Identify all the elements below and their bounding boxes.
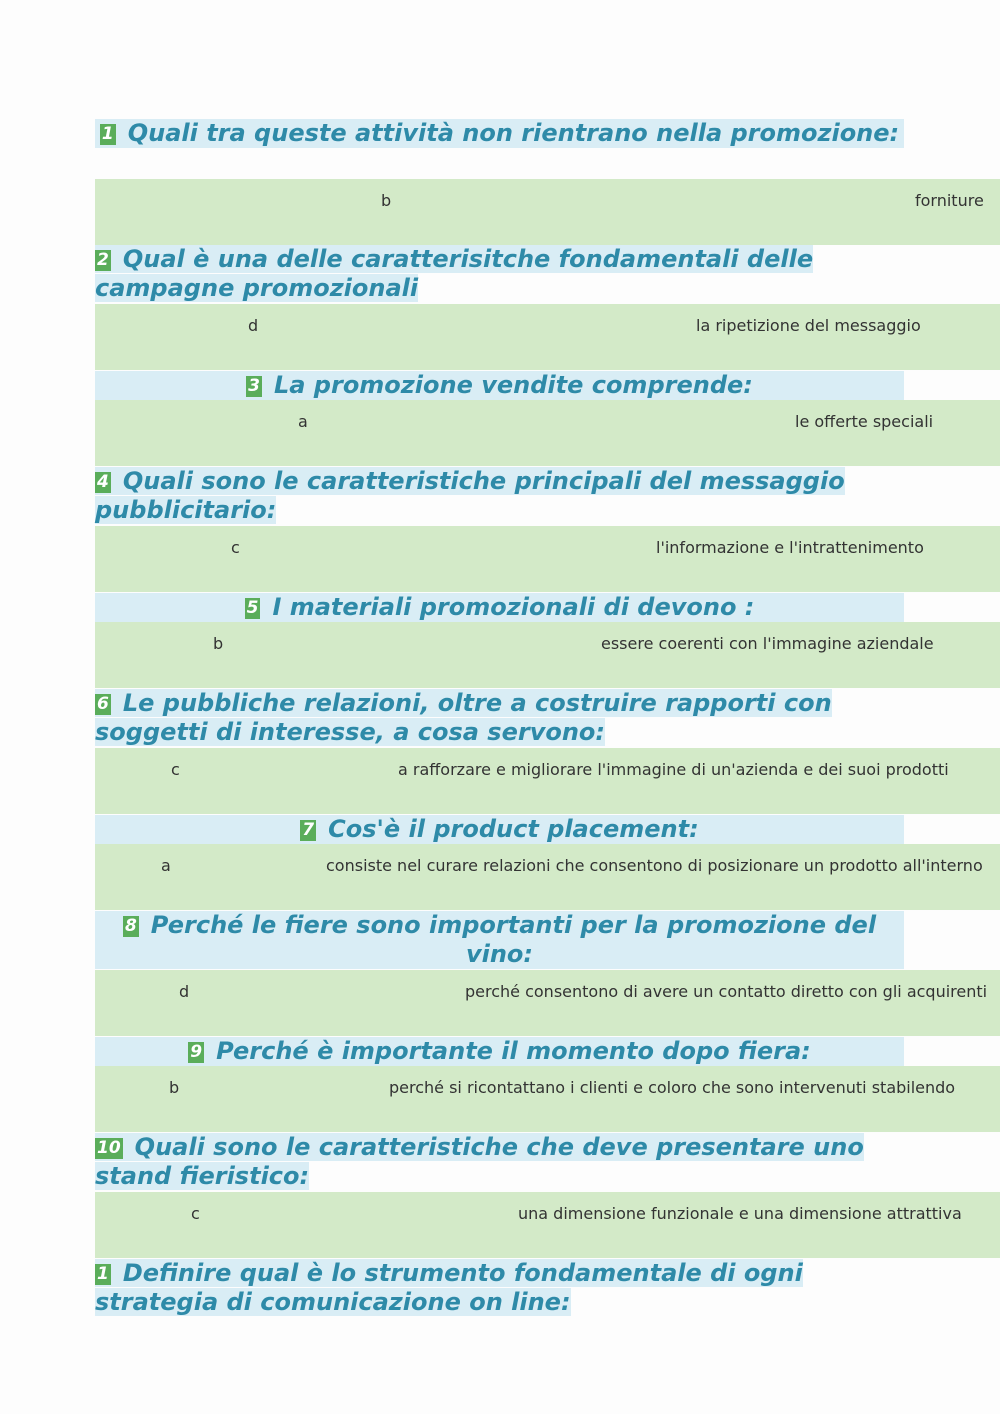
answer-row-1 [95,179,1000,245]
answer-letter: c [171,760,180,779]
answer-text: la ripetizione del messaggio [696,316,921,335]
question-number-badge: 5 [246,598,259,618]
question-10 [95,1133,904,1191]
answer-text: a rafforzare e migliorare l'immagine di un'azienda e dei suoi prodotti [398,760,949,779]
answer-row-10 [95,1192,1000,1258]
question-number-badge: 9 [190,1042,203,1062]
question-text: Qual è una delle caratterisitche fondamentali delle campagne promozionali [95,245,814,302]
answer-letter: a [298,412,308,431]
answer-text: essere coerenti con l'immagine aziendale [601,634,934,653]
question-5 [95,593,904,622]
question-1 [95,119,904,148]
answer-text: consiste nel curare relazioni che consentono di posizionare un prodotto all'interno [326,856,983,875]
answer-letter: d [248,316,259,335]
question-number-badge: 1 [101,124,114,144]
answer-row-4 [95,526,1000,592]
answer-text: perché si ricontattano i clienti e coloro che sono intervenuti stabilendo [389,1078,956,1097]
question-number-badge: 4 [97,472,109,492]
question-text: Quali sono le caratteristiche che deve presentare uno stand fieristico: [95,1133,864,1190]
question-number-badge: 10 [97,1138,121,1158]
answer-text: le offerte speciali [795,412,934,431]
answer-row-3 [95,400,1000,466]
answer-letter: c [231,538,240,557]
question-number-badge: 6 [97,694,109,714]
question-number-badge: 1 [97,1264,109,1284]
answer-row-8 [95,970,1000,1036]
answer-text: perché consentono di avere un contatto diretto con gli acquirenti [465,982,988,1001]
question-3 [95,371,904,400]
question-number-badge: 2 [97,250,109,270]
answer-text: forniture [915,191,984,210]
question-text: La promozione vendite comprende: [273,371,753,399]
answer-row-7 [95,844,1000,910]
answer-row-5 [95,622,1000,688]
answer-text: l'informazione e l'intrattenimento [656,538,924,557]
question-7 [95,815,904,844]
answer-text: una dimensione funzionale e una dimensione attrattiva [518,1204,962,1223]
answer-letter: b [381,191,392,210]
question-text: Perché le fiere sono importanti per la promozione del vino: [150,911,877,968]
question-number-badge: 3 [248,376,260,396]
question-9 [95,1037,904,1066]
answer-letter: a [161,856,171,875]
question-4 [95,467,904,525]
question-number-badge: 8 [124,916,137,936]
answer-row-6 [95,748,1000,814]
question-text: Quali sono le caratteristiche principali del messaggio pubblicitario: [95,467,845,524]
question-number-badge: 7 [302,820,315,840]
question-8 [95,911,904,969]
question-text: Cos'è il product placement: [328,815,699,843]
answer-row-9 [95,1066,1000,1132]
answer-letter: b [213,634,224,653]
question-text: I materiali promozionali di devono : [272,593,755,621]
answer-row-2 [95,304,1000,370]
question-11 [95,1259,904,1317]
question-text: Quali tra queste attività non rientrano nella promozione: [127,119,900,147]
question-6 [95,689,904,747]
answer-letter: b [169,1078,180,1097]
answer-letter: d [179,982,190,1001]
question-text: Perché è importante il momento dopo fiera: [216,1037,811,1065]
question-text: Le pubbliche relazioni, oltre a costruire rapporti con soggetti di interesse, a cosa servono: [95,689,832,746]
answer-letter: c [191,1204,200,1223]
question-text: Definire qual è lo strumento fondamentale di ogni strategia di comunicazione on line: [95,1259,803,1316]
question-2 [95,245,904,303]
